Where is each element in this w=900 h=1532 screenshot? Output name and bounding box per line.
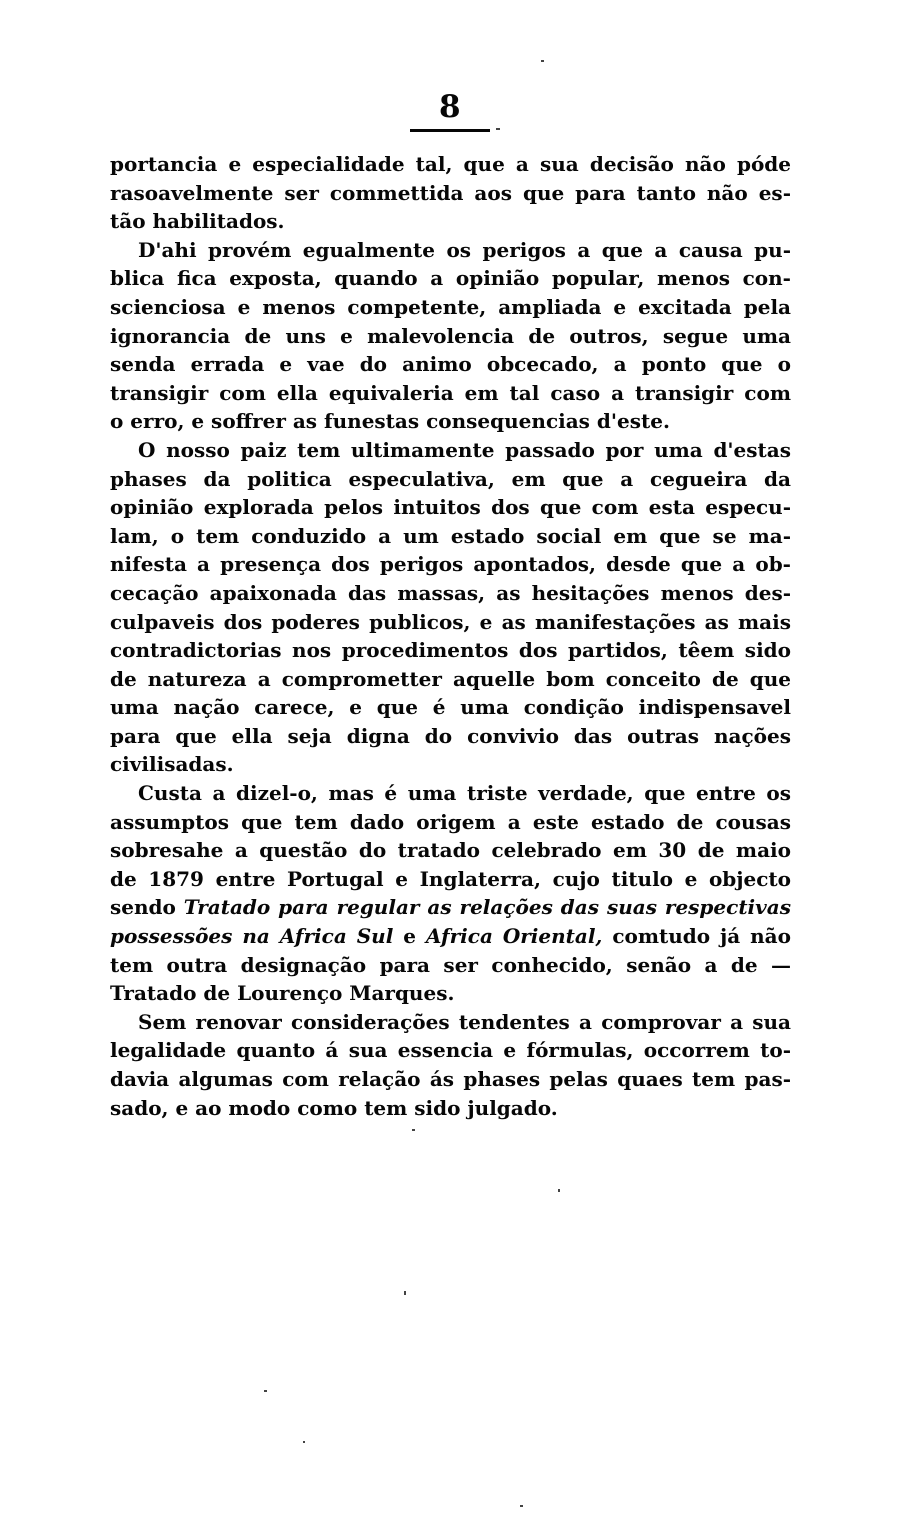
text-line: phases da politica especulativa, em que a cegueira da: [110, 466, 791, 491]
text-line: [110, 922, 791, 951]
text-line: sado, e ao modo como tem sido julgado.: [110, 1095, 558, 1120]
scan-speck: [412, 1129, 415, 1131]
text-line: uma nação carece, e que é uma condição indispensavel: [110, 695, 791, 720]
text-line: portancia e especialidade tal, que a sua decisão não póde: [110, 152, 791, 176]
scan-speck: [520, 1505, 523, 1507]
text-line: scienciosa e menos competente, ampliada e excitada pela: [110, 294, 791, 319]
text-line: rasoavelmente ser commettida aos que para tanto não es-: [110, 180, 791, 205]
scan-speck: [541, 60, 544, 62]
text-line: legalidade quanto á sua essencia e fórmulas, occorrem to-: [110, 1038, 791, 1063]
text-segment: comtudo já não: [602, 924, 791, 949]
text-line: assumptos que tem dado origem a este estado de cousas: [110, 809, 791, 834]
scan-speck: [496, 128, 500, 130]
text-line: para que ella seja digna do convivio das outras nações: [110, 723, 791, 748]
scan-speck: [303, 1441, 305, 1443]
scan-speck: [264, 1390, 267, 1392]
text-segment: e: [393, 924, 426, 949]
paragraph: [110, 1008, 791, 1122]
text-line: blica fica exposta, quando a opinião popular, menos con-: [110, 266, 791, 291]
paragraph: [110, 779, 791, 1008]
text-line: nifesta a presença dos perigos apontados, desde que a ob-: [110, 552, 791, 577]
text-line: sobresahe a questão do tratado celebrado em 30 de maio: [110, 838, 791, 863]
text-line: Tratado de Lourenço Marques.: [110, 981, 455, 1006]
text-line: cecação apaixonada das massas, as hesitações menos des-: [110, 580, 791, 605]
text-line: de natureza a comprometter aquelle bom conceito de que: [110, 666, 791, 691]
text-line: senda errada e vae do animo obcecado, a ponto que o: [110, 352, 791, 377]
text-line: davia algumas com relação ás phases pelas quaes tem pas-: [110, 1067, 791, 1091]
text-line: civilisadas.: [110, 752, 234, 777]
text-line: de 1879 entre Portugal e Inglaterra, cujo titulo e objecto: [110, 866, 791, 891]
text-line: transigir com ella equivaleria em tal caso a transigir com: [110, 380, 791, 405]
text-line: Custa a dizel-o, mas é uma triste verdade, que entre os: [138, 781, 791, 806]
text-line: culpaveis dos poderes publicos, e as manifestações as mais: [110, 609, 791, 634]
text-line: lam, o tem conduzido a um estado social em que se ma-: [110, 523, 791, 548]
text-segment: sendo: [110, 895, 184, 920]
paragraph: [110, 436, 791, 779]
scan-speck: [558, 1189, 560, 1192]
text-line: ignorancia de uns e malevolencia de outros, segue uma: [110, 323, 791, 348]
text-line: Sem renovar considerações tendentes a comprovar a sua: [138, 1009, 791, 1034]
text-line: opinião explorada pelos intuitos dos que com esta especu-: [110, 495, 791, 520]
text-line: [110, 893, 791, 922]
page-text: [110, 150, 791, 1122]
text-line: contradictorias nos procedimentos dos partidos, têem sido: [110, 638, 791, 663]
treaty-title-italic: possessões na Africa Sul: [110, 924, 394, 949]
treaty-title-italic: Tratado para regular as relações das suas respectivas: [183, 895, 791, 920]
text-line: o erro, e soffrer as funestas consequencias d'este.: [110, 409, 670, 434]
page-number: 8: [438, 89, 462, 125]
text-line: tão habilitados.: [110, 209, 285, 234]
paragraph: [110, 150, 791, 236]
text-line: O nosso paiz tem ultimamente passado por uma d'estas: [138, 437, 791, 462]
treaty-title-italic: Africa Oriental,: [425, 924, 603, 949]
text-line: D'ahi provém egualmente os perigos a que a causa pu-: [138, 237, 791, 262]
page-header: [410, 89, 490, 132]
paragraph: [110, 236, 791, 436]
scan-speck: [404, 1291, 406, 1295]
page-number-rule: [410, 129, 490, 132]
text-line: tem outra designação para ser conhecido, senão a de —: [110, 952, 791, 977]
